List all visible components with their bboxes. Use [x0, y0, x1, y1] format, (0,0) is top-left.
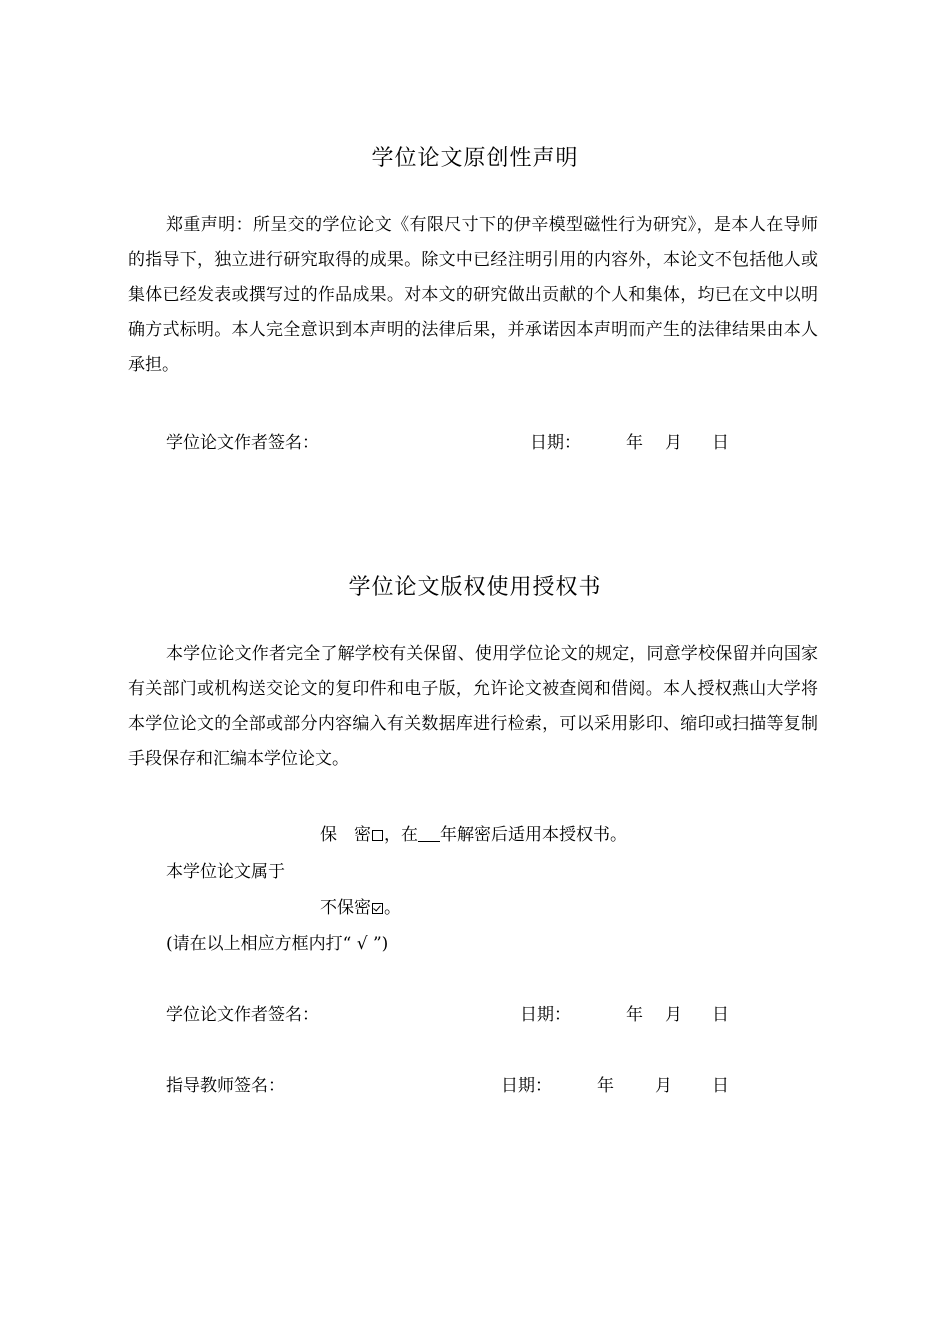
declaration-date-label: 日期： [530, 433, 581, 453]
not-secret-option-label: 不保密 [320, 898, 371, 918]
authorization-title: 学位论文版权使用授权书 [348, 575, 602, 600]
declaration-author-signature-label: 学位论文作者签名： [166, 433, 319, 453]
declaration-body: 郑重声明：所呈交的学位论文《有限尺寸下的伊辛模型磁性行为研究》，是本人在导师的指导下，独立进行研究取得的成果。除文中已经注明引用的内容外，本论文不包括他人或集体已经发表或撰写过的作品成果。对本文的研究做出贡献的个人和集体，均已在文中以明确方式标明。本人完全意识到本声明的法律后果，并承诺因本声明而产生的法律结果由本人承担。 [128, 215, 818, 375]
advisor-date-label: 日期： [501, 1076, 552, 1096]
belongs-label: 本学位论文属于 [166, 862, 285, 882]
secret-checkbox[interactable] [372, 830, 383, 841]
authorization-author-signature-label: 学位论文作者签名： [166, 1005, 319, 1025]
advisor-year-label: 年 [597, 1076, 614, 1096]
authorization-author-year-label: 年 [626, 1005, 643, 1025]
declaration-day-label: 日 [712, 433, 729, 453]
secret-years-blank[interactable] [418, 827, 440, 842]
not-secret-option-line [320, 893, 401, 918]
secret-option-suffix-1: ，在 [384, 825, 418, 845]
secret-option-line [320, 820, 627, 845]
secret-option-label: 保 密 [320, 825, 371, 845]
advisor-day-label: 日 [712, 1076, 729, 1096]
declaration-month-label: 月 [665, 433, 682, 453]
not-secret-option-suffix: 。 [384, 898, 401, 918]
not-secret-checkbox[interactable] [372, 903, 383, 914]
advisor-month-label: 月 [655, 1076, 672, 1096]
secret-option-suffix-2: 年解密后适用本授权书。 [440, 825, 627, 845]
authorization-author-day-label: 日 [712, 1005, 729, 1025]
declaration-title: 学位论文原创性声明 [371, 146, 579, 171]
authorization-author-date-label: 日期： [520, 1005, 571, 1025]
advisor-signature-label: 指导教师签名： [166, 1076, 285, 1096]
authorization-body: 本学位论文作者完全了解学校有关保留、使用学位论文的规定，同意学校保留并向国家有关部门或机构送交论文的复印件和电子版，允许论文被查阅和借阅。本人授权燕山大学将本学位论文的全部或部分内容编入有关数据库进行检索，可以采用影印、缩印或扫描等复制手段保存和汇编本学位论文。 [128, 644, 818, 769]
declaration-year-label: 年 [626, 433, 643, 453]
instruction-text: (请在以上相应方框内打“ √ ”) [166, 934, 389, 954]
authorization-author-month-label: 月 [665, 1005, 682, 1025]
